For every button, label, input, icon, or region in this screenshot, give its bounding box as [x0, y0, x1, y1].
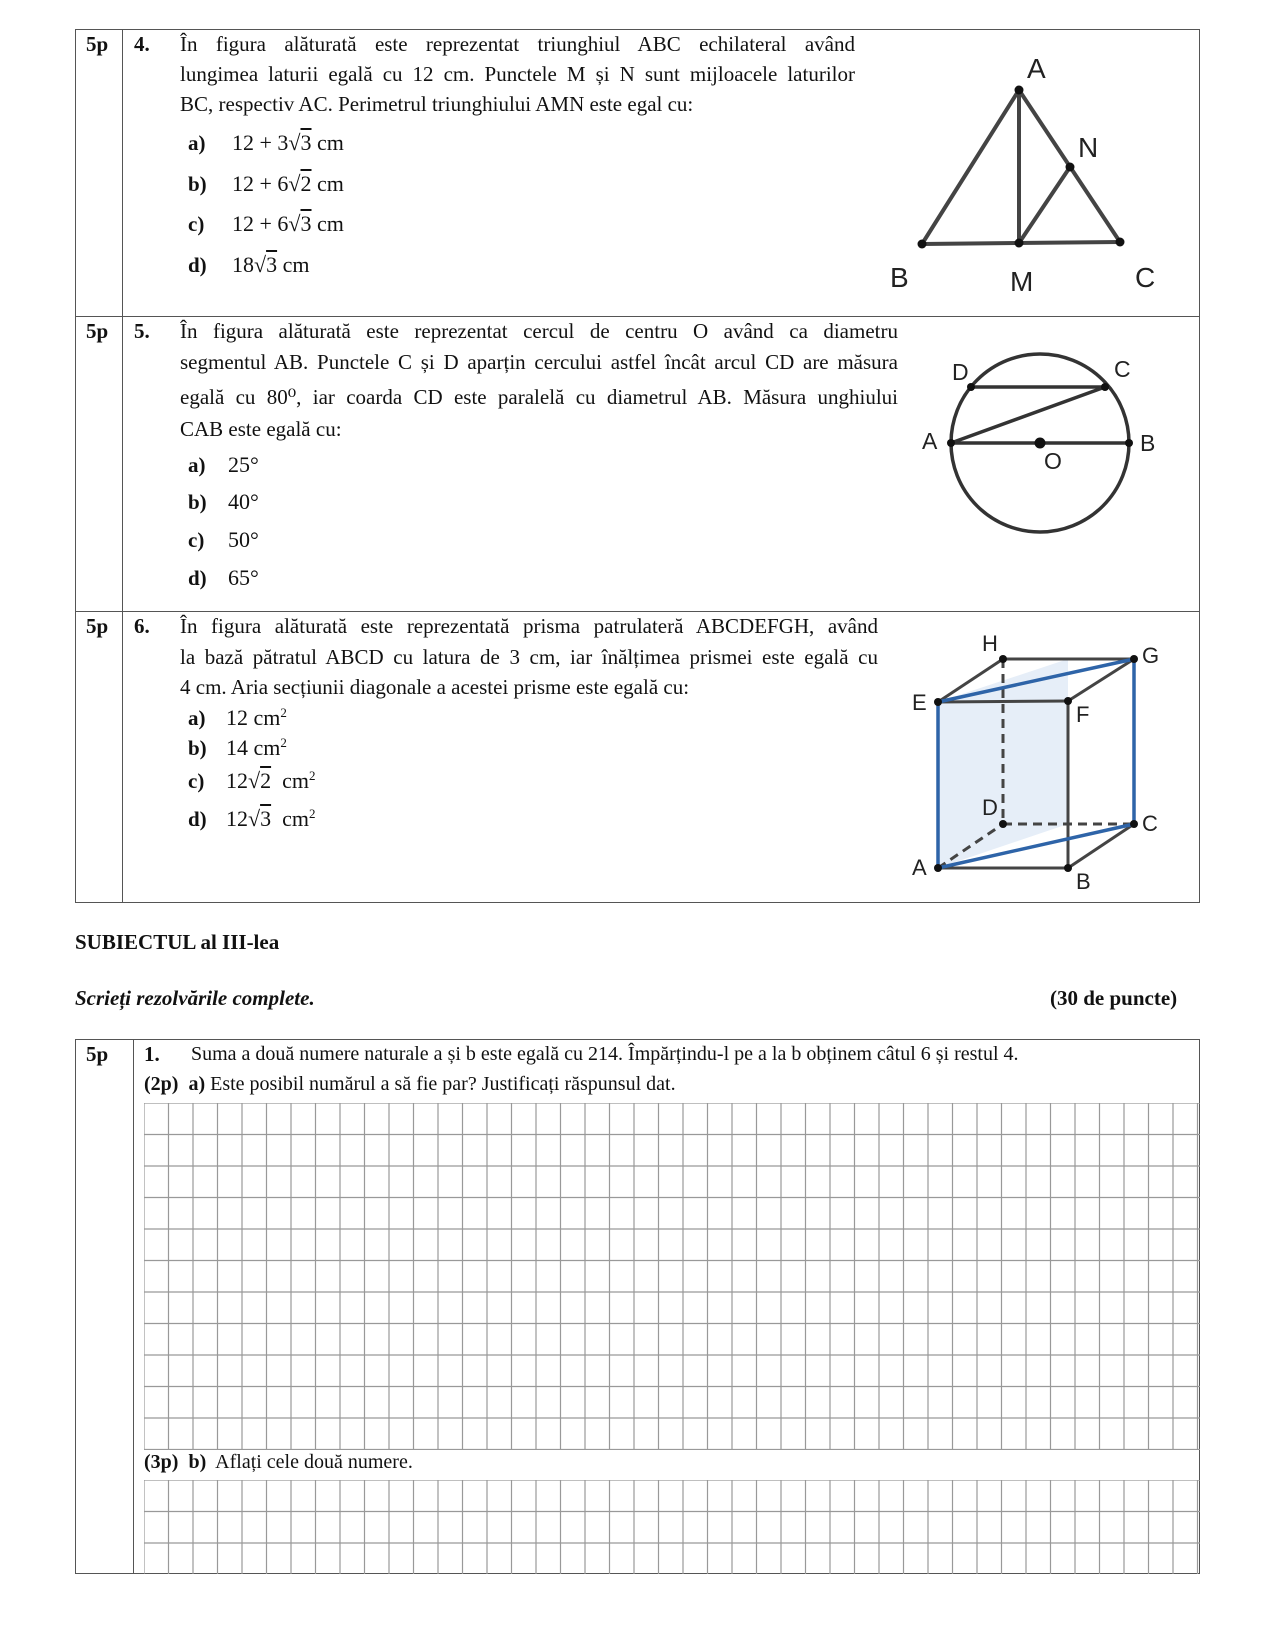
point-A — [934, 864, 942, 872]
label-G: G — [1142, 643, 1160, 668]
part-a-prompt: (2p) a) Este posibil numărul a să fie par? Justificați răspunsul dat. — [144, 1073, 676, 1095]
answer-grid-a[interactable] — [144, 1103, 1200, 1450]
sqrt-icon: √ — [248, 768, 261, 793]
section-heading: SUBIECTUL al III-lea — [75, 930, 280, 954]
point-C — [1130, 820, 1138, 828]
label-F: F — [1076, 702, 1090, 727]
segment-MN — [1019, 167, 1070, 243]
problem-1-points: 5p — [86, 1042, 109, 1066]
problem-4-option-c[interactable]: c) 12 + 6√3 cm — [188, 211, 344, 236]
point-E — [934, 698, 942, 706]
answer-grid-b[interactable] — [144, 1480, 1200, 1574]
label-N: N — [1078, 132, 1099, 163]
circle-figure — [900, 345, 1160, 545]
part-b-prompt: (3p) b) Aflați cele două numere. — [144, 1451, 413, 1473]
label-O: O — [1044, 448, 1062, 474]
problem-6-option-c[interactable]: c) 12√2 $cm^2$ — [188, 768, 316, 793]
problem-6-points: 5p — [86, 614, 109, 638]
problem-6-line-3: 4 cm. Aria secțiunii diagonale a acestei prisme este egală cu: — [180, 675, 690, 699]
point-D — [999, 820, 1007, 828]
sqrt-icon: √ — [288, 171, 301, 196]
segment-AB — [922, 90, 1019, 244]
problem-4-line-2: lungimea laturii egală cu 12 cm. Punctele M și N sunt mijloacele laturilor — [180, 62, 855, 86]
point-O — [1035, 438, 1046, 449]
point-M — [1015, 239, 1024, 248]
problem-5-number: 5. — [134, 319, 150, 343]
problem-4-option-a[interactable]: a) 12 + 3√3 cm — [188, 130, 344, 155]
sqrt-icon: √ — [254, 252, 267, 277]
problem-4-line-1: În figura alăturată este reprezentat triunghiul ABC echilateral având — [180, 32, 855, 56]
label-M: M — [1010, 266, 1034, 297]
problem-4-points: 5p — [86, 32, 109, 56]
chord-AC — [951, 387, 1105, 443]
point-C — [1101, 383, 1109, 391]
label-A: A — [912, 855, 927, 880]
prism-figure — [900, 625, 1160, 895]
label-C: C — [1114, 356, 1131, 382]
problem-4-line-3: BC, respectiv AC. Perimetrul triunghiului AMN este egal cu: — [180, 92, 694, 116]
sqrt-icon: √ — [288, 130, 301, 155]
point-N — [1066, 163, 1075, 172]
problem-5-line-4: CAB este egală cu: — [180, 417, 342, 441]
section-total-points: (30 de puncte) — [1050, 986, 1178, 1010]
point-A — [947, 439, 955, 447]
problem-5-line-1: În figura alăturată este reprezentat cercul de centru O având ca diametru — [180, 319, 898, 343]
label-E: E — [912, 690, 927, 715]
problem-6-option-a[interactable]: a) 12 $cm^2$ — [188, 705, 287, 730]
label-D: D — [982, 795, 998, 820]
point-F — [1064, 697, 1072, 705]
point-G — [1130, 655, 1138, 663]
problem-4-option-d[interactable]: d) 18√3 cm — [188, 252, 310, 277]
problem-5-option-c[interactable]: c) 50° — [188, 527, 259, 552]
point-B — [1064, 864, 1072, 872]
problem-5-option-a[interactable]: a) 25° — [188, 452, 259, 477]
problem-5-option-b[interactable]: b) 40° — [188, 489, 259, 514]
section-instruction: Scrieți rezolvările complete. — [75, 986, 315, 1010]
problem-4-number: 4. — [134, 32, 150, 56]
edge-EF — [938, 701, 1068, 702]
problem-6-option-d[interactable]: d) 12√3 $cm^2$ — [188, 806, 316, 831]
problem-5-points: 5p — [86, 319, 109, 343]
problem-6-line-2: la bază pătratul ABCD cu latura de 3 cm, iar înălțimea prismei este egală cu — [180, 645, 878, 669]
label-C: C — [1142, 811, 1158, 836]
problem-1-number: 1. — [144, 1042, 160, 1066]
label-H: H — [982, 631, 998, 656]
label-B: B — [890, 262, 909, 293]
points-column-divider — [133, 1039, 134, 1574]
problem-5-option-d[interactable]: d) 65° — [188, 565, 259, 590]
point-B — [918, 240, 927, 249]
label-A: A — [922, 428, 938, 454]
problem-4-option-b[interactable]: b) 12 + 6√2 cm — [188, 171, 344, 196]
point-C — [1116, 238, 1125, 247]
label-B: B — [1076, 869, 1091, 894]
label-C: C — [1135, 262, 1156, 293]
sqrt-icon: √ — [248, 806, 261, 831]
triangle-figure — [880, 45, 1180, 305]
problem-6-option-b[interactable]: b) 14 $cm^2$ — [188, 735, 287, 760]
problem-5-line-3: egală cu 80⁰, iar coarda CD este paralelă cu diametrul AB. Măsura unghiului — [180, 385, 898, 409]
label-A: A — [1027, 53, 1046, 84]
problem-6-line-1: În figura alăturată este reprezentată prisma patrulateră ABCDEFGH, având — [180, 614, 878, 638]
label-D: D — [952, 359, 969, 385]
problem-5-line-2: segmentul AB. Punctele C și D aparțin cercului astfel încât arcul CD are măsura — [180, 350, 898, 374]
point-A — [1015, 86, 1024, 95]
problem-6-number: 6. — [134, 614, 150, 638]
problem-1-statement: Suma a două numere naturale a și b este egală cu 214. Împărțindu-l pe a la b obținem câtul 6 și restul 4. — [191, 1043, 1019, 1065]
point-H — [999, 655, 1007, 663]
points-column-divider — [122, 29, 123, 903]
point-B — [1125, 439, 1133, 447]
label-B: B — [1140, 430, 1156, 456]
sqrt-icon: √ — [288, 211, 301, 236]
